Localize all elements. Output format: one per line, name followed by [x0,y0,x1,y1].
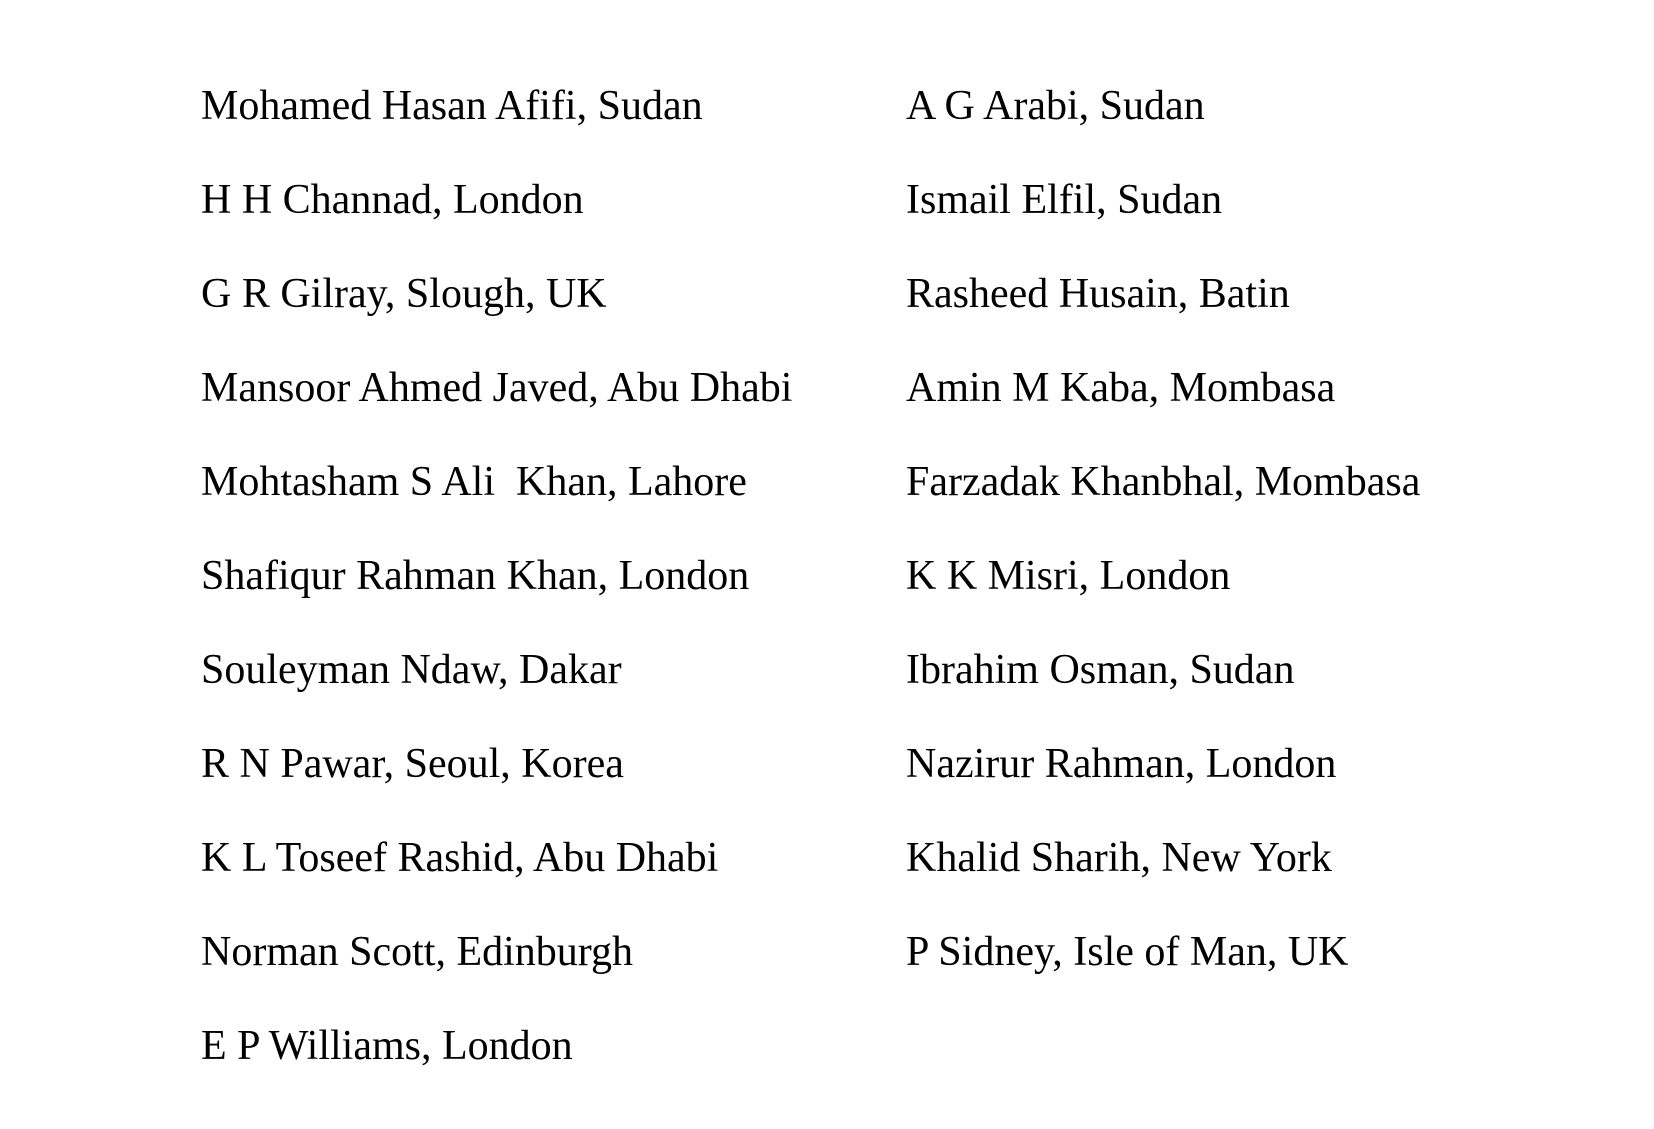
name-entry: Nazirur Rahman, London [906,741,1337,787]
name-entry: Ismail Elfil, Sudan [906,177,1223,223]
name-entry: K K Misri, London [906,553,1231,599]
name-entry: A G Arabi, Sudan [906,83,1205,129]
name-entry: Mohamed Hasan Afifi, Sudan [201,83,703,129]
name-entry: K L Toseef Rashid, Abu Dhabi [201,835,719,881]
name-entry: Mohtasham S Ali Khan, Lahore [201,459,747,505]
name-list-left-column [201,76,792,1110]
name-entry: E P Williams, London [201,1023,573,1069]
name-entry: P Sidney, Isle of Man, UK [906,929,1349,975]
name-entry: Farzadak Khanbhal, Mombasa [906,459,1421,505]
name-entry: Shafiqur Rahman Khan, London [201,553,750,599]
name-entry: G R Gilray, Slough, UK [201,271,607,317]
name-entry: R N Pawar, Seoul, Korea [201,741,624,787]
name-entry: Rasheed Husain, Batin [906,271,1290,317]
name-entry: Khalid Sharih, New York [906,835,1332,881]
name-entry: Amin M Kaba, Mombasa [906,365,1336,411]
name-entry: H H Channad, London [201,177,584,223]
name-entry: Souleyman Ndaw, Dakar [201,647,622,693]
name-entry: Norman Scott, Edinburgh [201,929,634,975]
name-list-right-column [906,76,1420,1016]
name-entry: Mansoor Ahmed Javed, Abu Dhabi [201,365,793,411]
name-entry: Ibrahim Osman, Sudan [906,647,1295,693]
